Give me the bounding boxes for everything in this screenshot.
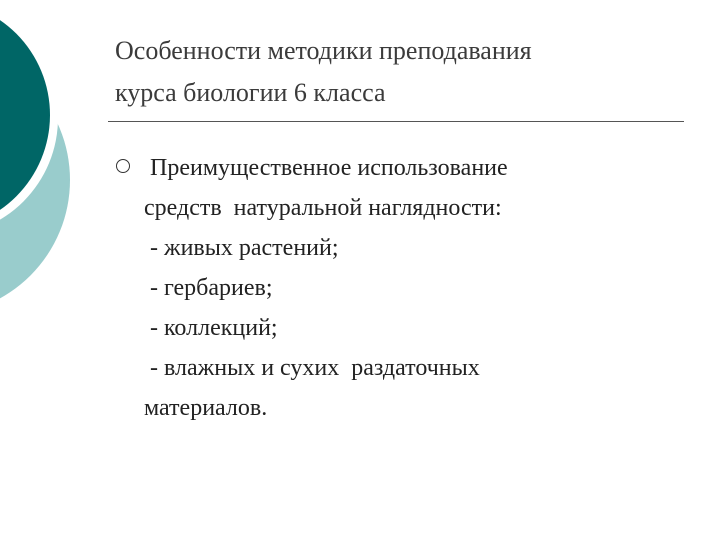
title-line-1: Особенности методики преподавания [115,36,532,65]
bullet-line-7: материалов. [144,395,268,421]
slide-title [115,30,695,114]
bullet-line-3: - живых растений; [144,235,339,261]
decorative-circles [0,0,80,300]
bullet-line-6: - влажных и сухих раздаточных [144,355,480,381]
title-divider [108,121,684,122]
bullet-item-text [144,148,688,428]
slide-content [108,148,688,428]
bullet-line-1: Преимущественное использование [144,155,508,181]
bullet-line-5: - коллекций; [144,315,278,341]
bullet-line-4: - гербариев; [144,275,273,301]
title-line-2: курса биологии 6 класса [115,78,386,107]
bullet-line-2: средств натуральной наглядности: [144,195,502,221]
hollow-circle-bullet-icon [116,159,130,173]
